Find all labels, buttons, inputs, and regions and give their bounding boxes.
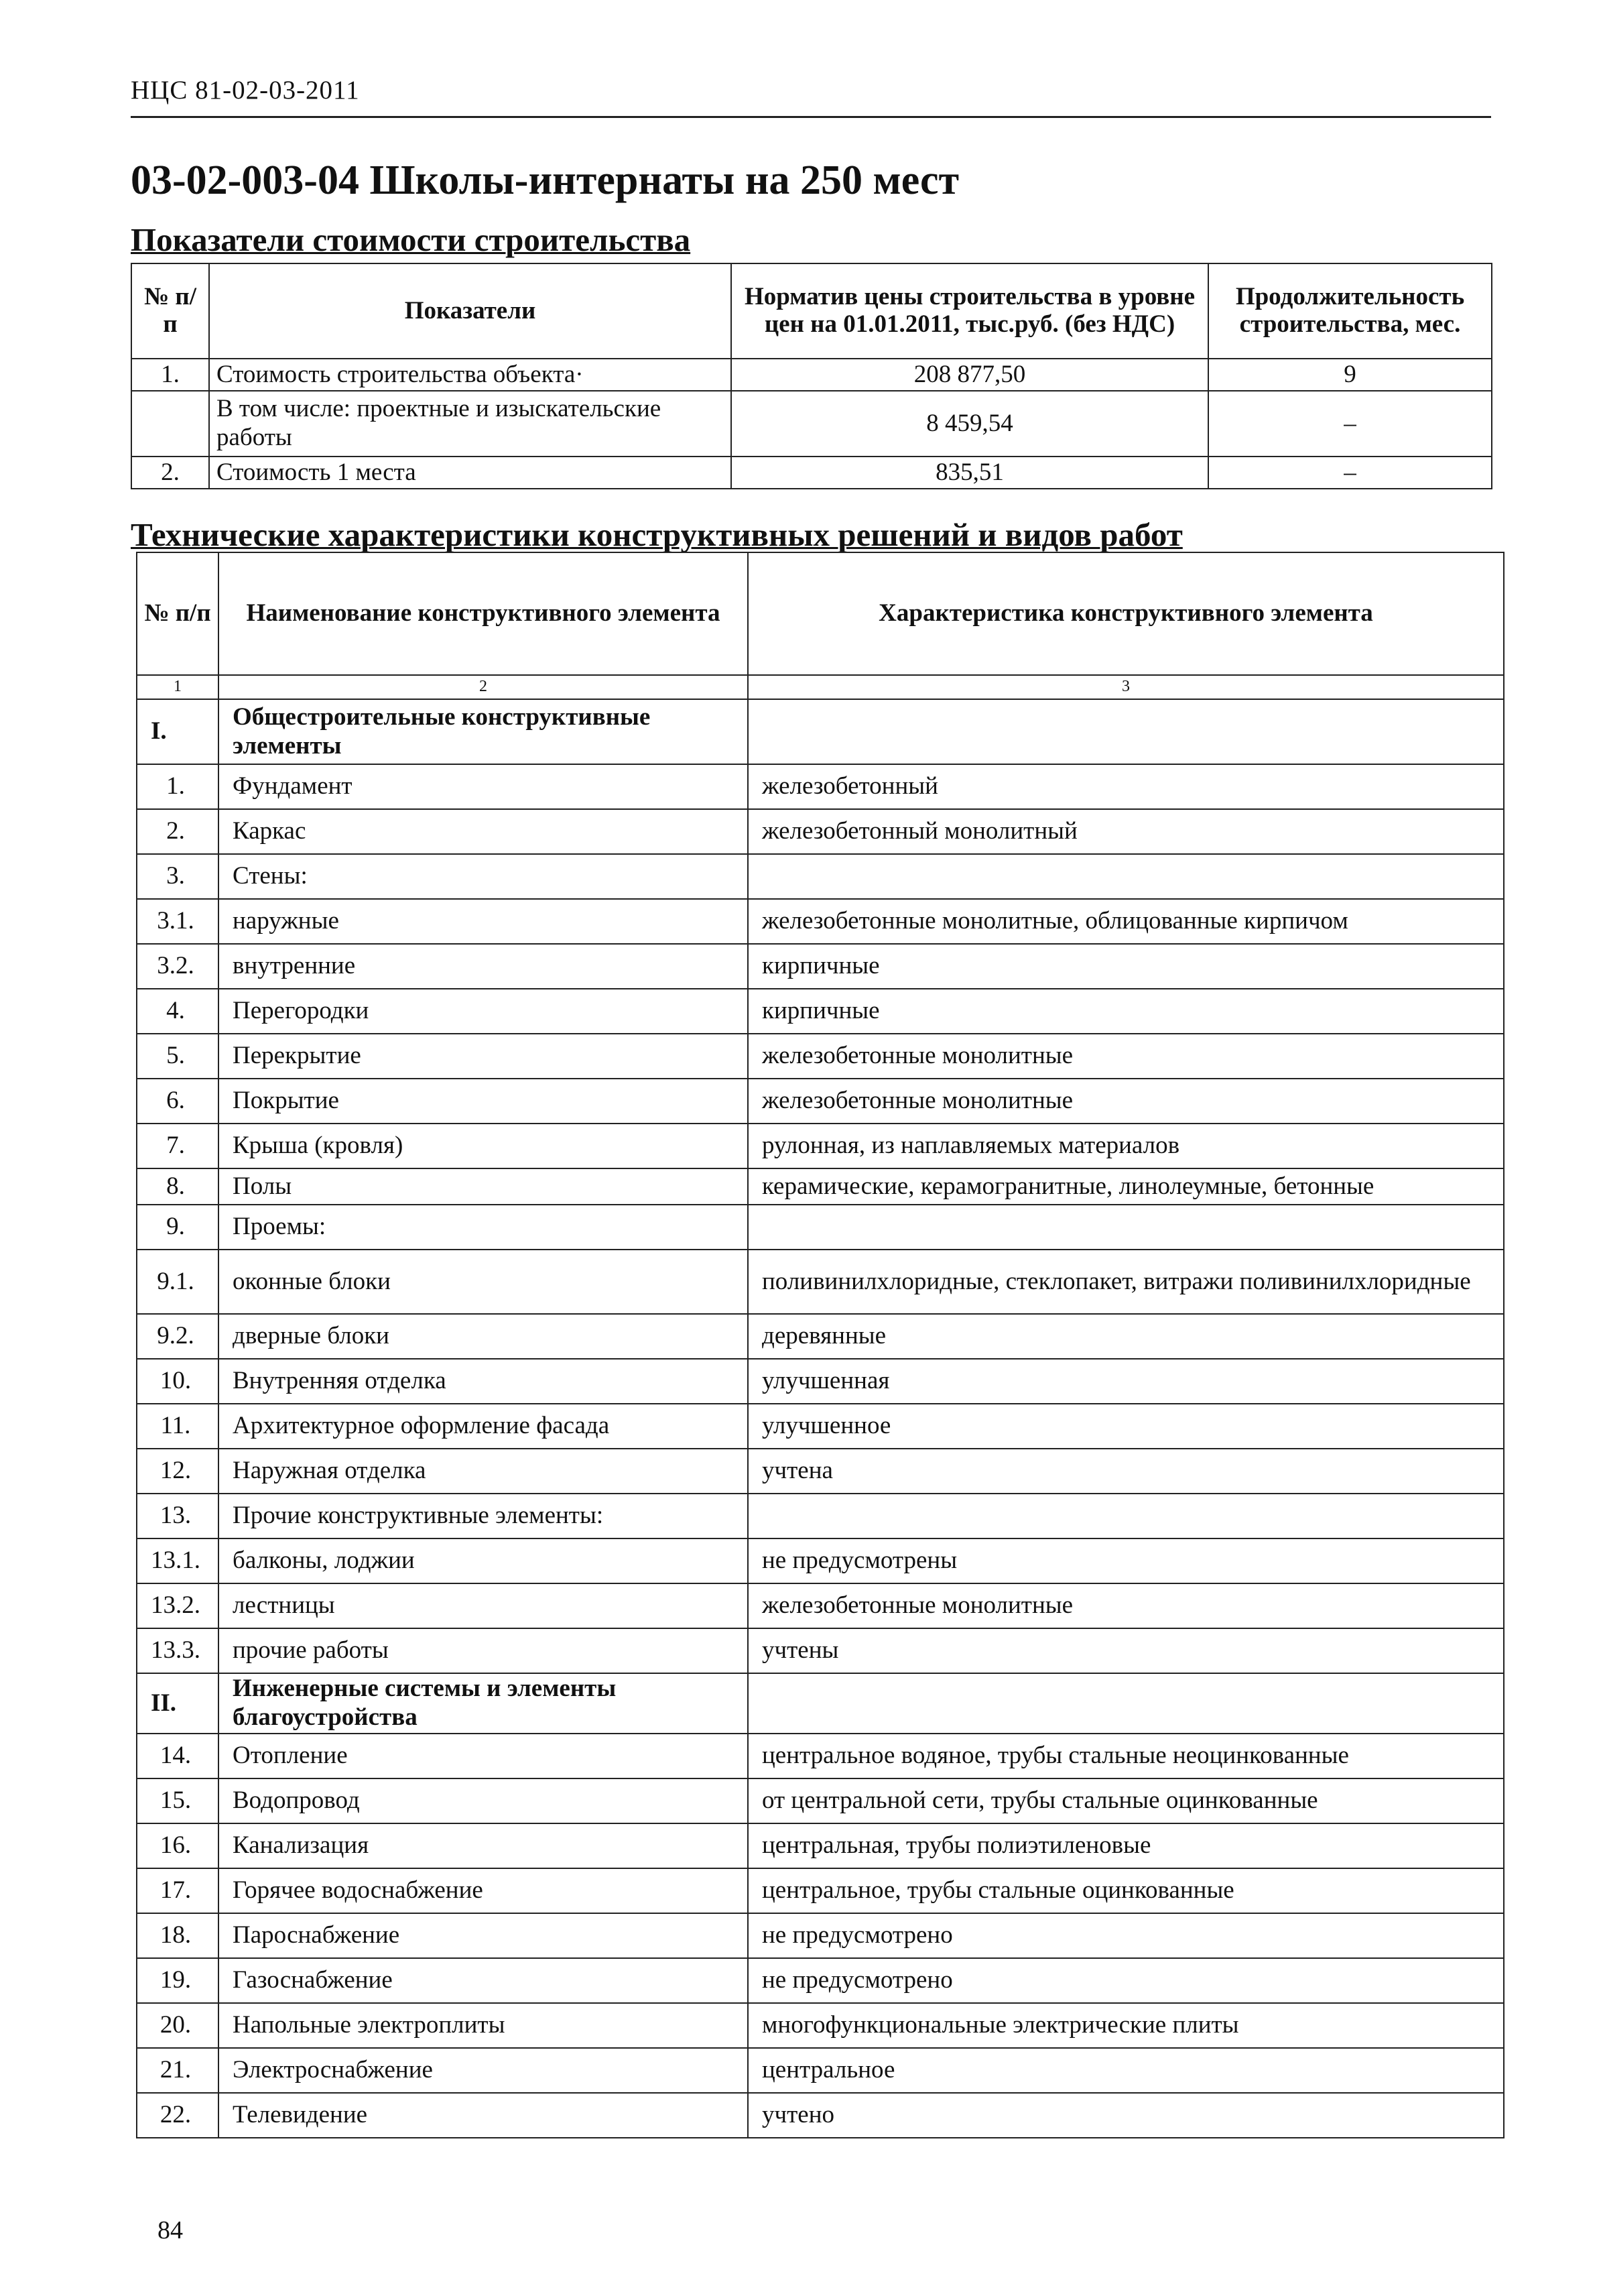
row-num: 18. xyxy=(137,1913,218,1958)
row-num: 13.1. xyxy=(137,1538,218,1583)
row-characteristic: поливинилхлоридные, стеклопакет, витражи поливинилхлоридные xyxy=(748,1250,1504,1314)
cost-row-duration: 9 xyxy=(1208,359,1492,391)
row-characteristic: рулонная, из наплавляемых материалов xyxy=(748,1124,1504,1168)
cost-row-duration: – xyxy=(1208,391,1492,457)
row-num: II. xyxy=(137,1673,218,1734)
row-name: Общестроительные конструктивные элементы xyxy=(218,699,748,764)
table-row xyxy=(137,1034,1504,1079)
table-row xyxy=(137,1124,1504,1168)
table-row xyxy=(137,1449,1504,1494)
row-name: балконы, лоджии xyxy=(218,1538,748,1583)
group-row xyxy=(137,699,1504,764)
table-row xyxy=(137,1734,1504,1778)
cost-row xyxy=(131,391,1492,457)
row-name: Полы xyxy=(218,1168,748,1205)
row-num: 16. xyxy=(137,1823,218,1868)
page-title: 03-02-003-04 Школы-интернаты на 250 мест xyxy=(131,158,960,203)
row-name: наружные xyxy=(218,899,748,944)
table-row xyxy=(137,1913,1504,1958)
row-name: Перекрытие xyxy=(218,1034,748,1079)
row-characteristic: не предусмотрены xyxy=(748,1538,1504,1583)
row-num: 17. xyxy=(137,1868,218,1913)
col-header-price: Норматив цены строительства в уровне цен на 01.01.2011, тыс.руб. (без НДС) xyxy=(731,263,1208,359)
row-characteristic: улучшенное xyxy=(748,1404,1504,1449)
row-num: 1. xyxy=(137,764,218,809)
table-row xyxy=(137,2003,1504,2048)
row-num: 13.2. xyxy=(137,1583,218,1628)
row-characteristic xyxy=(748,1673,1504,1734)
row-num: 3.1. xyxy=(137,899,218,944)
row-name: прочие работы xyxy=(218,1628,748,1673)
row-num: 20. xyxy=(137,2003,218,2048)
row-num: 3.2. xyxy=(137,944,218,989)
row-characteristic xyxy=(748,1205,1504,1250)
row-characteristic: кирпичные xyxy=(748,944,1504,989)
row-name: Горячее водоснабжение xyxy=(218,1868,748,1913)
table-row xyxy=(137,2048,1504,2093)
cost-row xyxy=(131,457,1492,489)
row-name: Архитектурное оформление фасада xyxy=(218,1404,748,1449)
row-characteristic: железобетонные монолитные xyxy=(748,1583,1504,1628)
row-name: Отопление xyxy=(218,1734,748,1778)
table-row xyxy=(137,1205,1504,1250)
cost-indicators-table xyxy=(131,263,1492,489)
row-num: 13.3. xyxy=(137,1628,218,1673)
table-row xyxy=(137,1404,1504,1449)
row-name: Покрытие xyxy=(218,1079,748,1124)
row-num: 10. xyxy=(137,1359,218,1404)
col-header-num: № п/п xyxy=(131,263,209,359)
row-name: Инженерные системы и элементы благоустройства xyxy=(218,1673,748,1734)
table-row xyxy=(137,899,1504,944)
row-name: Газоснабжение xyxy=(218,1958,748,2003)
table-row xyxy=(137,1494,1504,1538)
header-divider xyxy=(131,116,1491,118)
column-index: 2 xyxy=(218,675,748,699)
row-num: 9. xyxy=(137,1205,218,1250)
cost-table-header-row xyxy=(131,263,1492,359)
row-characteristic: учтены xyxy=(748,1628,1504,1673)
table-row xyxy=(137,1359,1504,1404)
row-num: 5. xyxy=(137,1034,218,1079)
row-characteristic: центральная, трубы полиэтиленовые xyxy=(748,1823,1504,1868)
row-name: Крыша (кровля) xyxy=(218,1124,748,1168)
row-characteristic: учтена xyxy=(748,1449,1504,1494)
row-num: I. xyxy=(137,699,218,764)
col-header-indicator: Показатели xyxy=(209,263,731,359)
table-row xyxy=(137,944,1504,989)
cost-section-title: Показатели стоимости строительства xyxy=(131,221,691,258)
row-characteristic: деревянные xyxy=(748,1314,1504,1359)
row-name: оконные блоки xyxy=(218,1250,748,1314)
row-characteristic: улучшенная xyxy=(748,1359,1504,1404)
row-num: 8. xyxy=(137,1168,218,1205)
cost-row-indicator: В том числе: проектные и изыскательские работы xyxy=(209,391,731,457)
row-characteristic: кирпичные xyxy=(748,989,1504,1034)
row-name: Каркас xyxy=(218,809,748,854)
column-index-row xyxy=(137,675,1504,699)
row-num: 7. xyxy=(137,1124,218,1168)
table-row xyxy=(137,1250,1504,1314)
row-num: 19. xyxy=(137,1958,218,2003)
col-header-characteristic: Характеристика конструктивного элемента xyxy=(748,552,1504,675)
table-row xyxy=(137,854,1504,899)
row-name: Фундамент xyxy=(218,764,748,809)
row-name: лестницы xyxy=(218,1583,748,1628)
table-row xyxy=(137,1583,1504,1628)
row-characteristic xyxy=(748,699,1504,764)
cost-row-price: 208 877,50 xyxy=(731,359,1208,391)
row-characteristic: от центральной сети, трубы стальные оцинкованные xyxy=(748,1778,1504,1823)
row-name: Канализация xyxy=(218,1823,748,1868)
row-name: Стены: xyxy=(218,854,748,899)
table-row xyxy=(137,2093,1504,2138)
tech-table-header-row xyxy=(137,552,1504,675)
row-characteristic: учтено xyxy=(748,2093,1504,2138)
row-name: Наружная отделка xyxy=(218,1449,748,1494)
cost-row-indicator: Стоимость строительства объекта· xyxy=(209,359,731,391)
table-row xyxy=(137,1868,1504,1913)
row-num: 13. xyxy=(137,1494,218,1538)
row-name: Внутренняя отделка xyxy=(218,1359,748,1404)
table-row xyxy=(137,1823,1504,1868)
col-header-duration: Продолжительность строительства, мес. xyxy=(1208,263,1492,359)
cost-row xyxy=(131,359,1492,391)
row-name: Пароснабжение xyxy=(218,1913,748,1958)
table-row xyxy=(137,1628,1504,1673)
row-num: 4. xyxy=(137,989,218,1034)
cost-row-price: 835,51 xyxy=(731,457,1208,489)
row-characteristic: центральное водяное, трубы стальные неоцинкованные xyxy=(748,1734,1504,1778)
row-num: 11. xyxy=(137,1404,218,1449)
row-characteristic: железобетонные монолитные, облицованные кирпичом xyxy=(748,899,1504,944)
row-characteristic xyxy=(748,854,1504,899)
table-row xyxy=(137,1538,1504,1583)
document-code: НЦС 81-02-03-2011 xyxy=(131,76,360,105)
row-num: 9.1. xyxy=(137,1250,218,1314)
row-num: 2. xyxy=(137,809,218,854)
row-characteristic: не предусмотрено xyxy=(748,1913,1504,1958)
col-header-num: № п/п xyxy=(137,552,218,675)
cost-row-price: 8 459,54 xyxy=(731,391,1208,457)
cost-row-num xyxy=(131,391,209,457)
row-num: 15. xyxy=(137,1778,218,1823)
column-index: 3 xyxy=(748,675,1504,699)
page-number: 84 xyxy=(157,2216,183,2244)
table-row xyxy=(137,1314,1504,1359)
column-index: 1 xyxy=(137,675,218,699)
row-num: 14. xyxy=(137,1734,218,1778)
row-num: 9.2. xyxy=(137,1314,218,1359)
cost-row-num: 2. xyxy=(131,457,209,489)
row-characteristic: железобетонный xyxy=(748,764,1504,809)
row-name: Прочие конструктивные элементы: xyxy=(218,1494,748,1538)
row-num: 22. xyxy=(137,2093,218,2138)
row-characteristic: керамические, керамогранитные, линолеумные, бетонные xyxy=(748,1168,1504,1205)
cost-row-duration: – xyxy=(1208,457,1492,489)
row-name: Водопровод xyxy=(218,1778,748,1823)
row-name: Напольные электроплиты xyxy=(218,2003,748,2048)
row-num: 3. xyxy=(137,854,218,899)
row-name: Телевидение xyxy=(218,2093,748,2138)
table-row xyxy=(137,1958,1504,2003)
row-characteristic: центральное, трубы стальные оцинкованные xyxy=(748,1868,1504,1913)
row-name: Проемы: xyxy=(218,1205,748,1250)
col-header-name: Наименование конструктивного элемента xyxy=(218,552,748,675)
row-name: Перегородки xyxy=(218,989,748,1034)
row-characteristic xyxy=(748,1494,1504,1538)
row-num: 21. xyxy=(137,2048,218,2093)
row-name: дверные блоки xyxy=(218,1314,748,1359)
cost-row-num: 1. xyxy=(131,359,209,391)
table-row xyxy=(137,1168,1504,1205)
row-characteristic: железобетонный монолитный xyxy=(748,809,1504,854)
row-characteristic: железобетонные монолитные xyxy=(748,1034,1504,1079)
group-row xyxy=(137,1673,1504,1734)
cost-row-indicator: Стоимость 1 места xyxy=(209,457,731,489)
tech-section-title: Технические характеристики конструктивных решений и видов работ xyxy=(131,516,1183,553)
row-characteristic: центральное xyxy=(748,2048,1504,2093)
row-num: 6. xyxy=(137,1079,218,1124)
table-row xyxy=(137,764,1504,809)
row-characteristic: многофункциональные электрические плиты xyxy=(748,2003,1504,2048)
row-name: Электроснабжение xyxy=(218,2048,748,2093)
table-row xyxy=(137,1778,1504,1823)
table-row xyxy=(137,989,1504,1034)
table-row xyxy=(137,809,1504,854)
row-characteristic: железобетонные монолитные xyxy=(748,1079,1504,1124)
tech-characteristics-table xyxy=(136,552,1505,2138)
row-name: внутренние xyxy=(218,944,748,989)
row-num: 12. xyxy=(137,1449,218,1494)
row-characteristic: не предусмотрено xyxy=(748,1958,1504,2003)
table-row xyxy=(137,1079,1504,1124)
